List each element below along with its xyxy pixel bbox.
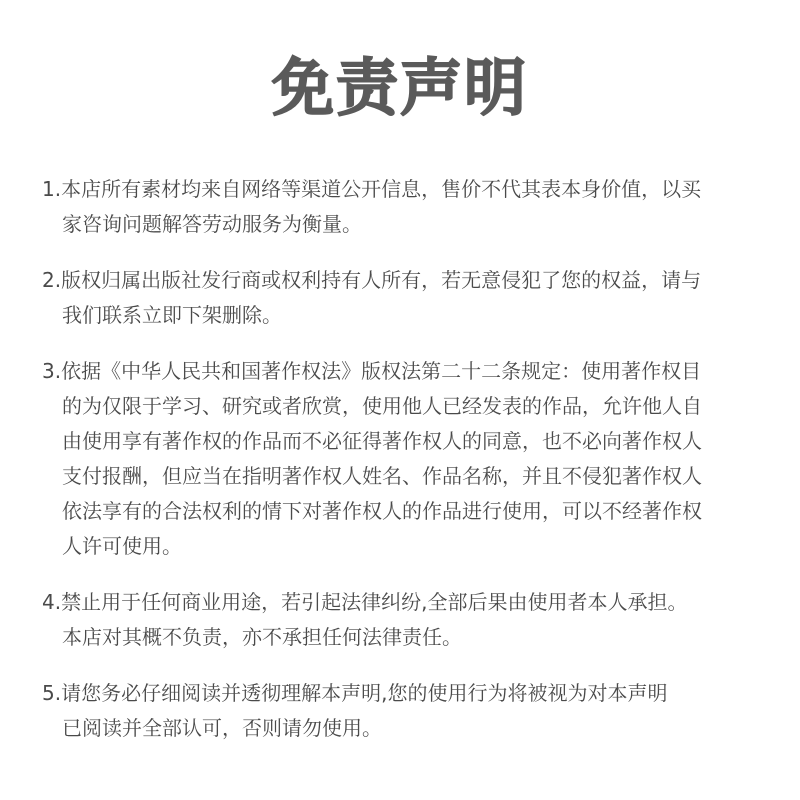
clause-4-line-2: 本店对其概不负责，亦不承担任何法律责任。 — [62, 625, 462, 649]
clause-3-line-1: 3.依据《中华人民共和国著作权法》版权法第二十二条规定：使用著作权目 — [42, 359, 702, 383]
clause-3-line-4: 支付报酬，但应当在指明著作权人姓名、作品名称，并且不侵犯著作权人 — [62, 464, 702, 488]
clause-3-line-6: 人许可使用。 — [62, 534, 182, 558]
clause-5-line-1: 5.请您务必仔细阅读并透彻理解本声明,您的使用行为将被视为对本声明 — [42, 681, 668, 705]
clause-4-line-1: 4.禁止用于任何商业用途，若引起法律纠纷,全部后果由使用者本人承担。 — [42, 590, 688, 614]
clause-5-line-2: 已阅读并全部认可，否则请勿使用。 — [62, 716, 382, 740]
page-title: 免责声明 — [271, 51, 528, 124]
disclaimer-clauses — [42, 172, 772, 767]
clause-2-line-1: 2.版权归属出版社发行商或权利持有人所有，若无意侵犯了您的权益，请与 — [42, 268, 702, 292]
clause-3-line-3: 由使用享有著作权的作品而不必征得著作权人的同意，也不必向著作权人 — [62, 429, 702, 453]
clause-5 — [42, 676, 772, 746]
clause-3-line-5: 依法享有的合法权利的情下对著作权人的作品进行使用，可以不经著作权 — [62, 499, 702, 523]
clause-4 — [42, 585, 772, 655]
clause-1-line-2: 家咨询问题解答劳动服务为衡量。 — [62, 212, 362, 236]
clause-1-line-1: 1.本店所有素材均来自网络等渠道公开信息，售价不代其表本身价值，以买 — [42, 177, 702, 201]
clause-3 — [42, 354, 772, 564]
clause-1 — [42, 172, 772, 242]
clause-2-line-2: 我们联系立即下架删除。 — [62, 303, 282, 327]
clause-3-line-2: 的为仅限于学习、研究或者欣赏，使用他人已经发表的作品，允许他人自 — [62, 394, 702, 418]
clause-2 — [42, 263, 772, 333]
